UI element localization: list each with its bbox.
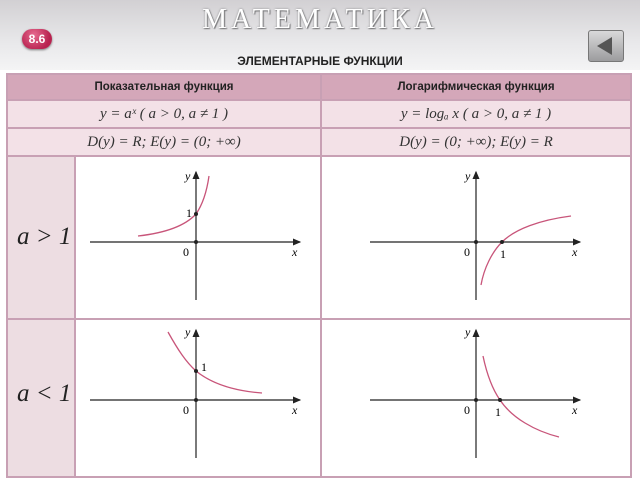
page-subtitle: ЭЛЕМЕНТАРНЫЕ ФУНКЦИИ <box>237 54 403 68</box>
y-axis-label: y <box>465 169 471 183</box>
x-axis-label: x <box>572 245 578 259</box>
tick-label-1: 1 <box>186 206 192 220</box>
grid-divider <box>8 99 630 101</box>
back-triangle-icon <box>597 37 612 55</box>
row-label-a-gt-1: a > 1 <box>17 223 72 250</box>
section-badge: 8.6 <box>22 29 52 49</box>
origin-label: 0 <box>183 245 189 259</box>
origin-label: 0 <box>183 403 189 417</box>
origin-label: 0 <box>464 403 470 417</box>
row-label-column <box>8 157 74 476</box>
y-axis-label: y <box>465 325 471 339</box>
tick-label-1: 1 <box>495 405 501 419</box>
grid-divider <box>74 157 76 476</box>
x-axis-label: x <box>292 245 298 259</box>
function-table <box>6 73 632 478</box>
domain-logarithmic: D(y) = (0; +∞); E(y) = R <box>322 129 630 155</box>
y-axis-label: y <box>185 325 191 339</box>
grid-divider <box>8 155 630 157</box>
x-axis-label: x <box>292 403 298 417</box>
formula-exponential: y = aˣ ( a > 0, a ≠ 1 ) <box>8 101 320 127</box>
row-label-a-lt-1: a < 1 <box>17 380 72 407</box>
header-bar <box>0 0 640 70</box>
domain-exponential: D(y) = R; E(y) = (0; +∞) <box>8 129 320 155</box>
grid-divider <box>8 318 630 320</box>
grid-divider <box>320 75 322 476</box>
x-axis-label: x <box>572 403 578 417</box>
column-heading-exponential: Показательная функция <box>8 75 320 99</box>
grid-divider <box>8 127 630 129</box>
column-heading-logarithmic: Логарифмическая функция <box>322 75 630 99</box>
origin-label: 0 <box>464 245 470 259</box>
app-title: МАТЕМАТИКА <box>202 4 438 35</box>
tick-label-1: 1 <box>500 247 506 261</box>
tick-label-1: 1 <box>201 360 207 374</box>
y-axis-label: y <box>185 169 191 183</box>
formula-logarithmic: y = logₐ x ( a > 0, a ≠ 1 ) <box>322 101 630 127</box>
